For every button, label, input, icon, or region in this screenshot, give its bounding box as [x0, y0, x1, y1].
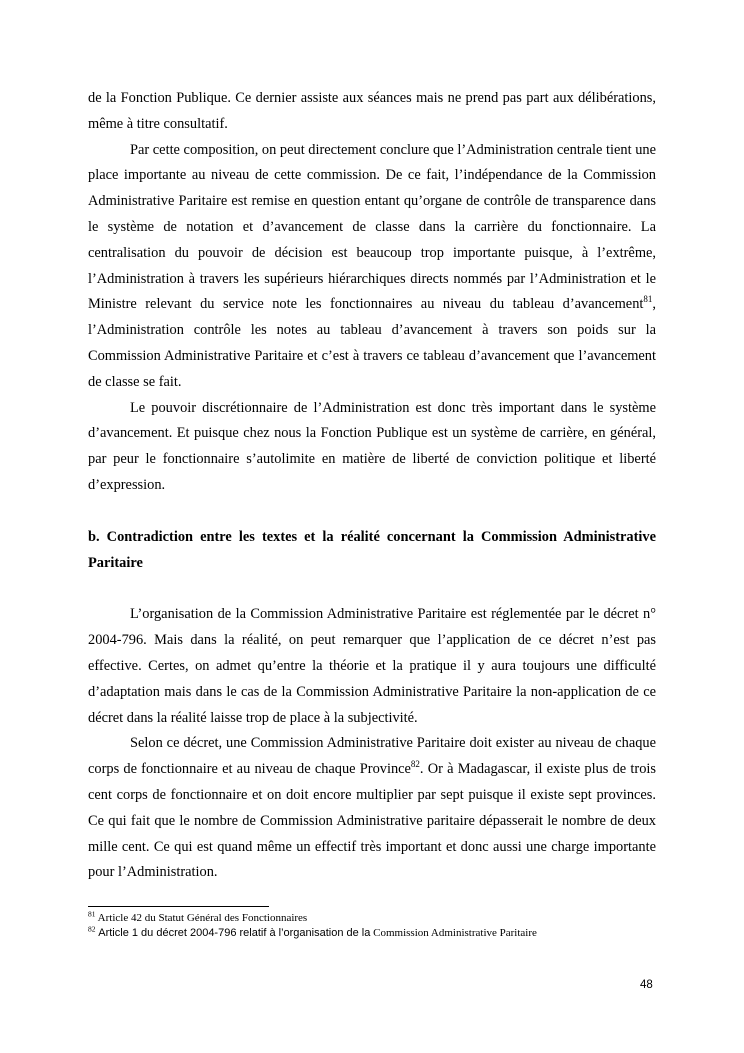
paragraph-3: Le pouvoir discrétionnaire de l’Administration est donc très important dans le système d’avancement. Et puisque chez nous la Fonction Publique est un système de carrière, en général, par peur le fonctionnaire s’autolimite en matière de liberté de conviction politique et liberté d’expression. — [88, 399, 656, 493]
footnote-number: 81 — [88, 909, 96, 919]
paragraph-2-part-a: Par cette composition, on peut directement conclure que l’Administration centrale tient une place importante au niveau de cette commission. De ce fait, l’indépendance de la Commission Administrative Paritaire est remise en question entant qu’organe de contrôle de transparence dans le système de notation et d’avancement de classe dans la carrière du fonctionnaire. La centralisation du pouvoir de décision est beaucoup trop importante puisque, à l’extrême, l’Administration à travers les supérieurs hiérarchiques directs nommés par l’Administration et le Ministre relevant du service note les fonctionnaires au niveau du tableau d’avancement — [88, 141, 656, 313]
paragraph-4: L’organisation de la Commission Administrative Paritaire est réglementée par le décret n° 2004-796. Mais dans la réalité, on peut remarquer que l’application de ce décret n’est pas effective. Certes, on admet qu’entre la théorie et la pratique il y aura toujours une difficulté d’adaptation mais dans le cas de la Commission Administrative Paritaire la non-application de ce décret dans la réalité laisse trop de place à la subjectivité. — [88, 606, 656, 726]
paragraph-2 — [88, 138, 656, 396]
footnote-ref-81[interactable]: 81 — [643, 294, 653, 305]
footnote-text-sans: Article 1 du décret 2004-796 relatif à l’organisation de la — [98, 927, 371, 939]
footnotes — [88, 911, 688, 941]
footnote-separator — [88, 906, 269, 907]
section-heading: b. Contradiction entre les textes et la réalité concernant la Commission Administrative Paritaire — [88, 528, 656, 571]
page-body — [88, 86, 656, 886]
paragraph-5-part-a: Selon ce décret, une Commission Administrative Paritaire doit exister au niveau de chaque corps de fonctionnaire et au niveau de chaque Province — [88, 735, 656, 778]
paragraph-1: de la Fonction Publique. Ce dernier assiste aux séances mais ne prend pas part aux délibérations, même à titre consultatif. — [88, 90, 656, 132]
footnote-number: 82 — [88, 924, 96, 934]
footnote-82 — [88, 926, 688, 941]
footnote-ref-82[interactable]: 82 — [410, 759, 420, 770]
paragraph-2-part-b: , l’Administration contrôle les notes au tableau d’avancement à travers son poids sur la Commission Administrative Paritaire et c’est à travers ce tableau d’avancement que l’avancement de classe se fait. — [88, 296, 656, 390]
footnote-81 — [88, 911, 688, 926]
footnote-text: Article 42 du Statut Général des Fonctionnaires — [97, 912, 308, 924]
page-number: 48 — [640, 979, 653, 991]
paragraph-5 — [88, 731, 656, 886]
paragraph-5-part-b: . Or à Madagascar, il existe plus de trois cent corps de fonctionnaire et on doit encore multiplier par sept puisque il existe sept provinces. Ce qui fait que le nombre de Commission Administrative paritaire dépasserait le nombre de deux mille cent. Ce qui est quand même un effectif très important et donc aussi une charge importante pour l’Administration. — [88, 761, 656, 881]
footnote-text-serif: Commission Administrative Paritaire — [370, 927, 537, 939]
